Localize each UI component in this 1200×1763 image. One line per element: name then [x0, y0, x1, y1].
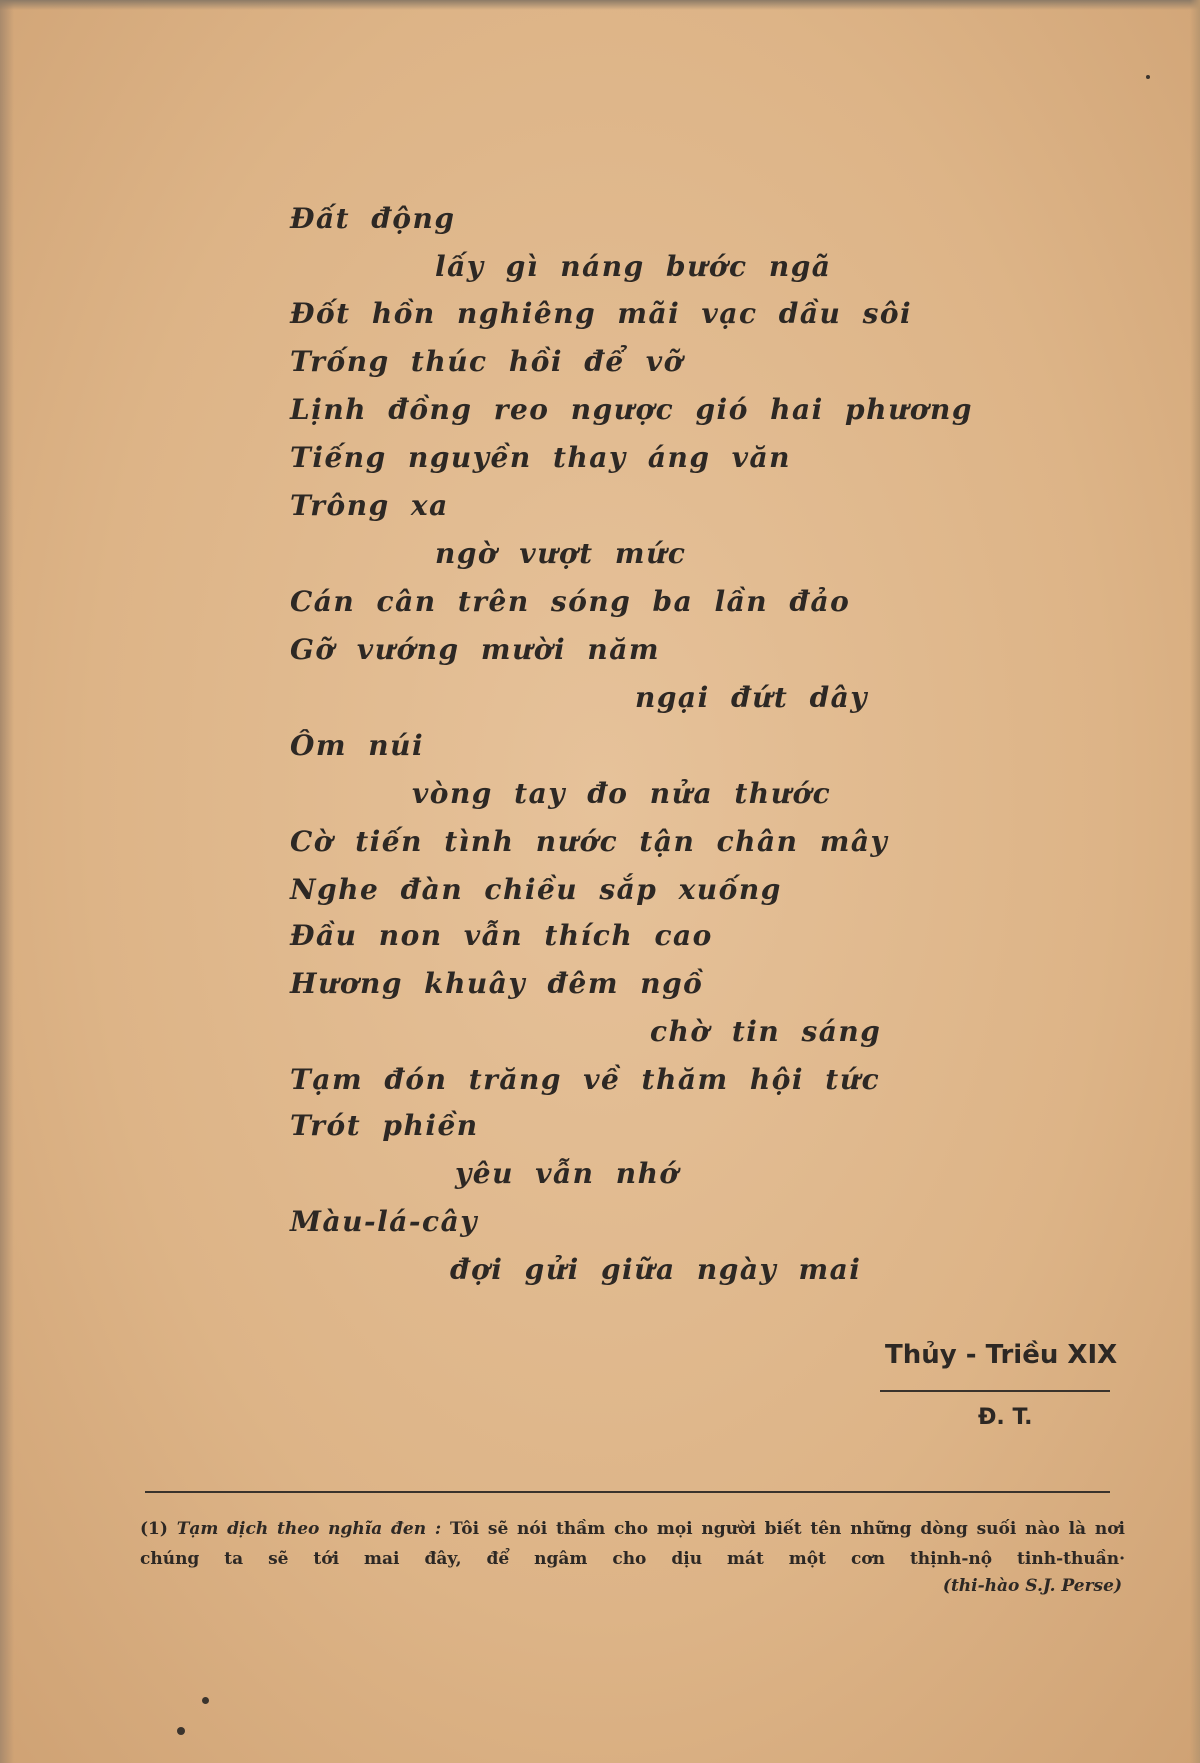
poem-line: Đốt hồn nghiêng mãi vạc dầu sôi — [290, 297, 913, 330]
poem-line: Trống thúc hồi để vỡ — [290, 345, 684, 378]
poem-line: Ôm núi — [290, 729, 425, 762]
poem-line: Nghe đàn chiều sắp xuống — [290, 873, 782, 906]
poem-line: đợi gửi giữa ngày mai — [450, 1253, 862, 1286]
poem-line: Lịnh đồng reo ngược gió hai phương — [290, 393, 973, 426]
poem-line: lấy gì náng bước ngã — [435, 250, 832, 283]
author-initials: Đ. T. — [978, 1405, 1033, 1430]
poem-line: Hương khuây đêm ngồ — [290, 967, 704, 1000]
footnote-body: Tôi sẽ nói thầm cho mọi người biết tên những dòng suối nào là nơi chúng ta sẽ tới mai đây, để ngâm cho dịu mát một cơn thịnh-nộ tinh-thuần· — [140, 1519, 1125, 1569]
footnote-source: (thi-hào S.J. Perse) — [942, 1576, 1122, 1596]
signature-divider — [880, 1390, 1110, 1392]
poem-line: vòng tay đo nửa thước — [412, 777, 832, 810]
poem-line: Trông xa — [290, 489, 449, 522]
footnote-label: (1) — [140, 1519, 168, 1539]
poem-line: Đầu non vẫn thích cao — [290, 919, 713, 952]
poem-line: Trót phiền — [290, 1109, 479, 1142]
author-signature: Thủy - Triều XIX — [885, 1340, 1118, 1370]
poem-line: Màu-lá-cây — [290, 1205, 478, 1238]
footnote — [140, 1514, 1125, 1574]
poem-line: Đất động — [290, 202, 456, 235]
footnote-lead: Tạm dịch theo nghĩa đen : — [176, 1519, 442, 1539]
footnote-divider — [145, 1491, 1110, 1493]
poem-line: Tạm đón trăng về thăm hội tức — [290, 1063, 881, 1096]
poem-line: Cán cân trên sóng ba lần đảo — [290, 585, 851, 618]
poem-line: yêu vẫn nhớ — [455, 1157, 680, 1190]
poem-line: Cờ tiến tình nước tận chân mây — [290, 825, 889, 858]
ink-spot — [1146, 75, 1150, 79]
poem-line: chờ tin sáng — [650, 1015, 882, 1048]
poem-line: ngờ vượt mức — [435, 537, 687, 570]
poem-line: ngại đứt dây — [635, 681, 869, 714]
ink-spot — [202, 1697, 209, 1704]
poem-line: Gỡ vướng mười năm — [290, 633, 660, 666]
ink-spot — [177, 1727, 185, 1735]
poem-line: Tiếng nguyền thay áng văn — [290, 441, 791, 474]
